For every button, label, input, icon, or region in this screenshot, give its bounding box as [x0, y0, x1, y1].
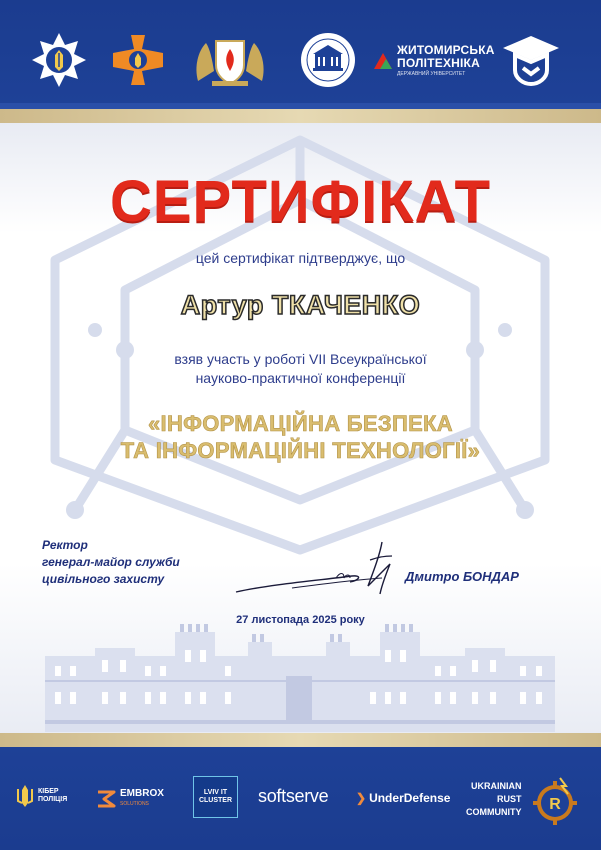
graduation-cap-icon — [498, 30, 564, 90]
zp-line1: ЖИТОМИРСЬКА — [397, 42, 495, 57]
participation-text — [0, 350, 601, 388]
zp-sub: ДЕРЖАВНИЙ УНІВЕРСИТЕТ — [397, 70, 466, 77]
issue-date: 27 листопада 2025 року — [236, 614, 365, 626]
lviv-line-2: CLUSTER — [198, 797, 233, 804]
confirm-text: цей сертифікат підтверджує, що — [195, 250, 406, 266]
civil-protection-emblem-icon — [108, 30, 168, 90]
embrox-sub: SOLUTIONS — [120, 801, 149, 807]
conference-line-2: ТА ІНФОРМАЦІЙНІ ТЕХНОЛОГІЇ» — [120, 438, 481, 463]
ukrainian-rust-community-logo — [466, 780, 522, 819]
cyber-police-logo — [16, 783, 67, 809]
zp-mark-icon — [372, 49, 394, 71]
rector-line-1: Ректор — [42, 538, 88, 552]
underdefense-logo — [356, 791, 450, 805]
rector-line-3: цивільного захисту — [42, 572, 165, 586]
university-crest-icon — [190, 30, 270, 90]
participation-line-2: науково-практичної конференції — [195, 370, 406, 386]
handwritten-signature — [232, 540, 407, 598]
conference-line-1: «ІНФОРМАЦІЙНА БЕЗПЕКА — [148, 411, 453, 436]
rust-gear-icon — [532, 776, 578, 826]
underdefense-chevron-icon: ❯ — [356, 791, 367, 805]
gold-border-bottom — [0, 733, 601, 747]
embrox-mark-icon — [96, 786, 116, 812]
rust-line-2: RUST — [497, 794, 522, 804]
rector-line-2: генерал-майор служби — [42, 555, 180, 569]
police-emblem-icon — [28, 30, 90, 90]
university-building-illustration — [40, 620, 560, 732]
kiber-line-2: ПОЛІЦІЯ — [38, 796, 68, 803]
participation-line-1: взяв участь у роботі VII Всеукраїнської — [174, 351, 427, 367]
gold-border-top — [0, 109, 601, 123]
certificate-title: СЕРТИФІКАТ — [109, 169, 492, 234]
rust-line-3: COMMUNITY — [466, 807, 522, 817]
lviv-it-cluster-logo — [193, 776, 238, 818]
rust-line-1: UKRAINIAN — [471, 781, 522, 791]
zhytomyr-polytechnic-logo — [372, 30, 495, 90]
embrox-logo — [96, 786, 164, 812]
embrox-name: EMBROX — [120, 788, 164, 799]
rector-title — [42, 537, 180, 588]
conference-name — [0, 410, 601, 464]
zp-line2: ПОЛІТЕХНІКА — [397, 55, 480, 70]
signer-name: Дмитро БОНДАР — [405, 569, 519, 584]
svg-text:R: R — [549, 796, 561, 813]
softserve-logo: softserve — [258, 786, 329, 806]
kiber-line-1: КІБЕР — [38, 788, 59, 795]
lviv-line-1: LVIV IT — [203, 789, 228, 796]
recipient-name: Артур ТКАЧЕНКО — [180, 290, 421, 320]
polytechnic-seal-icon — [296, 30, 360, 90]
trident-icon — [16, 783, 34, 809]
underdefense-name: UnderDefense — [369, 791, 451, 805]
